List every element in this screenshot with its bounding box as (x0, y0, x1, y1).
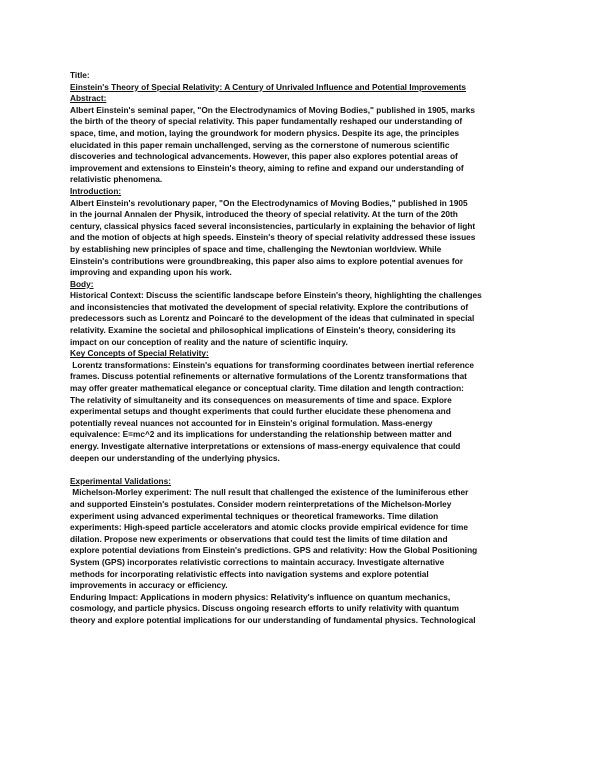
text-line: discoveries and technological advancements. However, this paper also explores potential areas of (70, 151, 458, 162)
text-line: experiments: High-speed particle accelerators and atomic clocks provide empirical evidence for time (70, 522, 468, 533)
historical-context-paragraph (70, 290, 532, 348)
text-line: and inconsistencies that motivated the development of special relativity. Explore the contributions of (70, 301, 469, 312)
paper-title (70, 82, 532, 94)
key-concepts-paragraph (70, 360, 532, 464)
text-line: and supported Einstein's postulates. Consider modern reinterpretations of the Michelson-Morley (70, 498, 452, 509)
text-line: may offer greater mathematical elegance or conceptual clarity. Time dilation and length contraction: (70, 383, 464, 394)
text-line: Albert Einstein's revolutionary paper, "On the Electrodynamics of Moving Bodies," published in 1905 (70, 197, 468, 208)
text-line: cosmology, and particle physics. Discuss ongoing research efforts to unify relativity with quantum (70, 603, 459, 614)
text-line: potentially reveal nuances not accounted for in Einstein's original formulation. Mass-energy (70, 417, 433, 428)
text-line: the birth of the theory of special relativity. This paper fundamentally reshaped our understanding of (70, 116, 463, 127)
text-line: space, time, and motion, laying the groundwork for modern physics. Despite its age, the principles (70, 127, 460, 138)
text-line: Einstein's contributions were groundbreaking, this paper also aims to explore potential avenues for (70, 255, 463, 266)
text-line: explore potential deviations from Einstein's predictions. GPS and relativity: How the Global Positioning (70, 545, 478, 556)
text-line: frames. Discuss potential refinements or alternative formulations of the Lorentz transformations that (70, 371, 467, 382)
text-line: Albert Einstein's seminal paper, "On the Electrodynamics of Moving Bodies," published in 1905, marks (70, 104, 475, 115)
introduction-paragraph (70, 198, 532, 279)
document-body (70, 70, 532, 627)
text-line: elucidated in this paper remain unchallenged, serving as the cornerstone of numerous scientific (70, 139, 450, 150)
body-heading: Body: (70, 278, 94, 289)
text-line: predecessors such as Lorentz and Poincaré to the development of the ideas that culminated in special (70, 313, 475, 324)
text-line: improving and expanding upon his work. (70, 267, 232, 278)
text-line: impact on our conception of reality and the nature of scientific inquiry. (70, 336, 348, 347)
enduring-impact-paragraph (70, 592, 532, 627)
text-line: relativity. Examine the societal and philosophical implications of Einstein's theory, considering its (70, 325, 456, 336)
text-line: Historical Context: Discuss the scientific landscape before Einstein's theory, highlighting the challenges (70, 290, 482, 301)
text-line: century, classical physics faced several inconsistencies, particularly in explaining the behavior of light (70, 220, 476, 231)
text-line: improvements in accuracy or efficiency. (70, 580, 228, 591)
text-line: deepen our understanding of the underlying physics. (70, 452, 280, 463)
text-line: experiment using advanced experimental techniques or theoretical frameworks. Time dilation (70, 510, 439, 521)
text-line: energy. Investigate alternative interpretations or extensions of mass-energy equivalence that could (70, 441, 461, 451)
text-line: in the journal Annalen der Physik, introduced the theory of special relativity. At the turn of the 20th (70, 209, 458, 220)
text-line: and the motion of objects at high speeds. Einstein's theory of special relativity addressed these issues (70, 232, 476, 243)
text-line: Einstein's Theory of Special Relativity: A Century of Unrivaled Influence and Potential Improvements (70, 81, 467, 92)
abstract-heading: Abstract: (70, 93, 107, 104)
text-line: equivalence: E=mc^2 and its implications for understanding the relationship between matter and (70, 429, 452, 440)
text-line: relativistic phenomena. (70, 174, 163, 185)
text-line: improvement and extensions to Einstein's theory, aiming to refine and expand our understanding of (70, 162, 464, 173)
text-line: The relativity of simultaneity and its consequences on measurements of time and space. Explore (70, 394, 452, 405)
title-label: Title: (70, 70, 90, 80)
text-line: Lorentz transformations: Einstein's equations for transforming coordinates between inertial reference (70, 359, 474, 370)
text-line: by establishing new principles of space and time, challenging the Newtonian worldview. While (70, 243, 442, 254)
key-concepts-heading: Key Concepts of Special Relativity: (70, 348, 209, 359)
text-line: methods for incorporating relativistic effects into navigation systems and explore potential (70, 568, 429, 579)
text-line: System (GPS) incorporates relativistic corrections to maintain accuracy. Investigate alternative (70, 556, 445, 567)
text-line: Enduring Impact: Applications in modern physics: Relativity's influence on quantum mechanics, (70, 591, 451, 602)
abstract-paragraph (70, 105, 532, 186)
text-line: experimental setups and thought experiments that could further elucidate these phenomena and (70, 406, 451, 417)
experimental-heading: Experimental Validations: (70, 475, 171, 486)
paragraph-gap (70, 464, 532, 476)
text-line: dilation. Propose new experiments or observations that could test the limits of time dilation and (70, 533, 448, 544)
introduction-heading: Introduction: (70, 185, 122, 196)
text-line: theory and explore potential implications for our understanding of fundamental physics. Technological (70, 614, 476, 625)
experimental-paragraph (70, 487, 532, 591)
text-line: Michelson-Morley experiment: The null result that challenged the existence of the luminiferous ether (70, 487, 469, 498)
